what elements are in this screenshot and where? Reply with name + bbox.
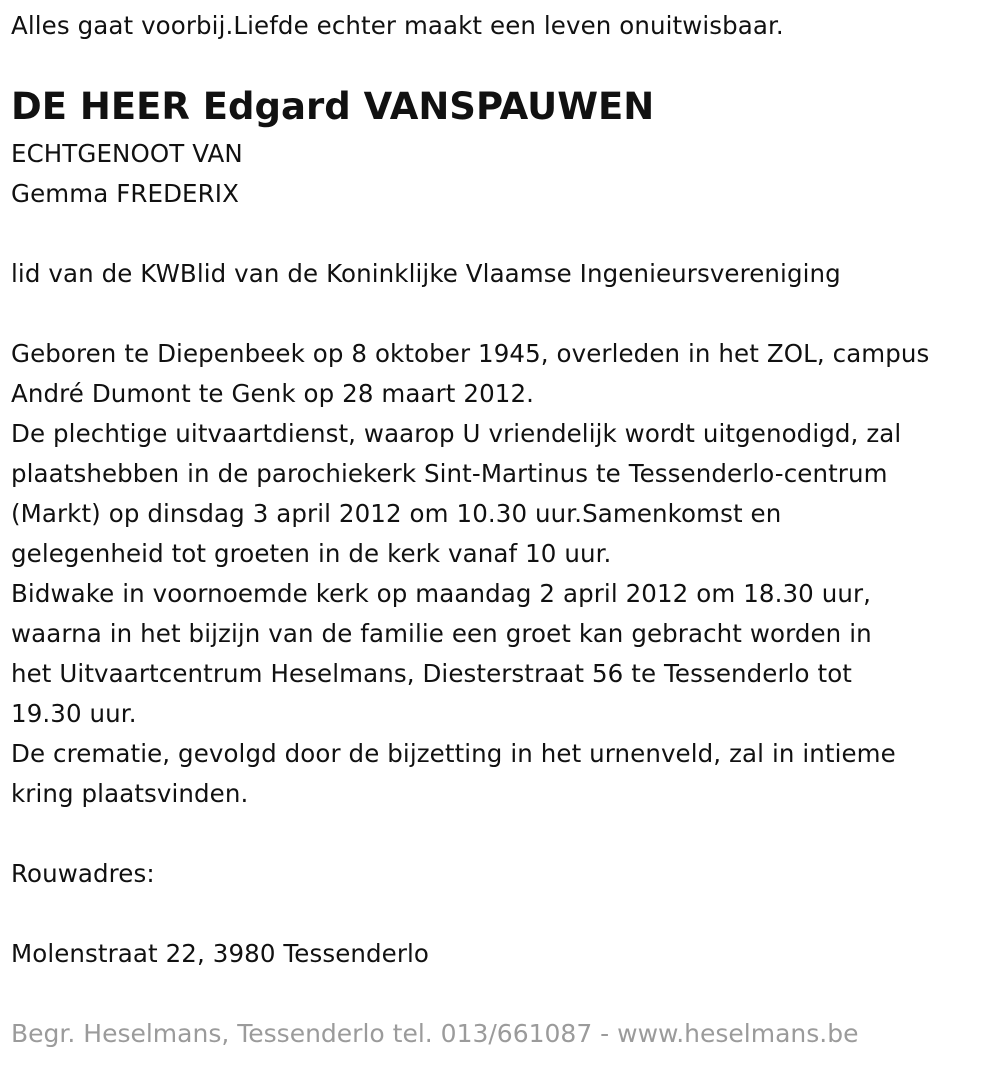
mourning-address: Molenstraat 22, 3980 Tessenderlo [11,939,429,968]
body-line: plaatshebben in de parochiekerk Sint-Martinus te Tessenderlo-centrum [11,459,888,488]
body-line: het Uitvaartcentrum Heselmans, Diesterstraat 56 te Tessenderlo tot [11,659,853,688]
body-line: gelegenheid tot groeten in de kerk vanaf 10 uur. [11,539,612,568]
membership: lid van de KWBlid van de Koninklijke Vlaamse Ingenieursvereniging [11,259,841,288]
funeral-home-footer: Begr. Heselmans, Tessenderlo tel. 013/661087 - www.heselmans.be [11,1019,859,1048]
body-line: 19.30 uur. [11,699,137,728]
body-line: kring plaatsvinden. [11,779,249,808]
body-line: Bidwake in voornoemde kerk op maandag 2 april 2012 om 18.30 uur, [11,579,872,608]
body-line: waarna in het bijzijn van de familie een groet kan gebracht worden in [11,619,872,648]
body-line: (Markt) op dinsdag 3 april 2012 om 10.30 uur.Samenkomst en [11,499,782,528]
body-line: De crematie, gevolgd door de bijzetting in het urnenveld, zal in intieme [11,739,896,768]
body-line: De plechtige uitvaartdienst, waarop U vriendelijk wordt uitgenodigd, zal [11,419,902,448]
mourning-address-label: Rouwadres: [11,859,155,888]
deceased-name: DE HEER Edgard VANSPAUWEN [11,85,655,128]
body-line: André Dumont te Genk op 28 maart 2012. [11,379,535,408]
relation-line-1: ECHTGENOOT VAN [11,139,243,168]
motto: Alles gaat voorbij.Liefde echter maakt een leven onuitwisbaar. [11,11,784,40]
spouse-name: Gemma FREDERIX [11,179,239,208]
body-line: Geboren te Diepenbeek op 8 oktober 1945, overleden in het ZOL, campus [11,339,930,368]
